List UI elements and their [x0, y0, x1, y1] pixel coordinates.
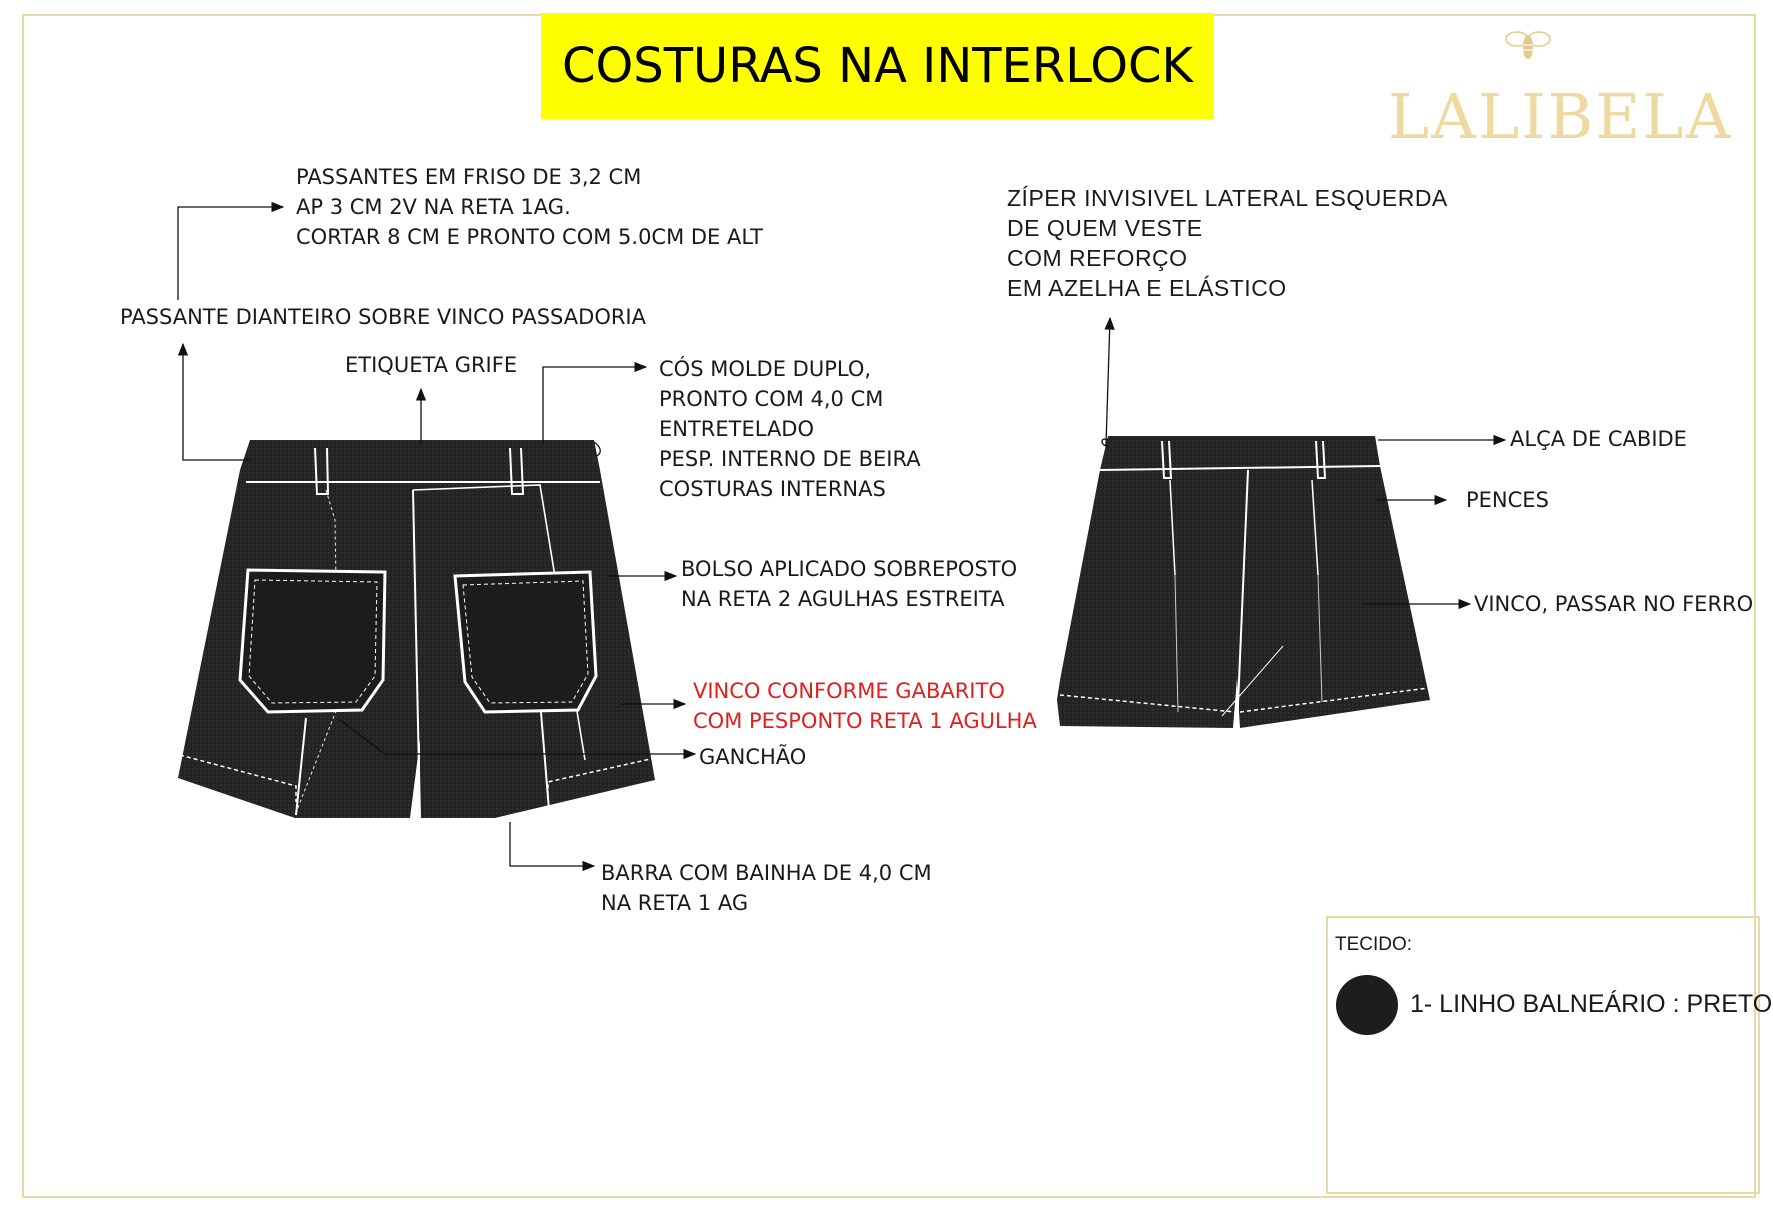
- pences-note: PENCES: [1466, 488, 1549, 512]
- ziper-line-2: DE QUEM VESTE: [1007, 215, 1203, 241]
- fabric-swatch-icon: [1336, 975, 1398, 1035]
- barra-note: [601, 858, 932, 918]
- ziper-line-4: EM AZELHA E ELÁSTICO: [1007, 275, 1287, 301]
- bolso-line-2: NA RETA 2 AGULHAS ESTREITA: [681, 587, 1005, 611]
- cos-line-1: CÓS MOLDE DUPLO,: [659, 357, 872, 381]
- cos-line-2: PRONTO COM 4,0 CM: [659, 387, 884, 411]
- front-pocket-right: [455, 572, 596, 712]
- front-pocket-left: [240, 570, 385, 712]
- ziper-note: [1007, 183, 1448, 303]
- vinco-gabarito-note: [693, 676, 1037, 736]
- vinco-red-line-2: COM PESPONTO RETA 1 AGULHA: [693, 709, 1037, 733]
- passantes-line-1: PASSANTES EM FRISO DE 3,2 CM: [296, 165, 642, 189]
- ziper-line-1: ZÍPER INVISIVEL LATERAL ESQUERDA: [1007, 185, 1448, 211]
- cos-line-5: COSTURAS INTERNAS: [659, 477, 886, 501]
- cos-line-4: PESP. INTERNO DE BEIRA: [659, 447, 921, 471]
- passantes-line-2: AP 3 CM 2V NA RETA 1AG.: [296, 195, 571, 219]
- etiqueta-note: ETIQUETA GRIFE: [345, 353, 518, 377]
- barra-line-2: NA RETA 1 AG: [601, 891, 749, 915]
- ziper-line-3: COM REFORÇO: [1007, 245, 1188, 271]
- fabric-heading: TECIDO:: [1335, 934, 1413, 955]
- ganchao-note: GANCHÃO: [699, 745, 807, 769]
- passantes-line-3: CORTAR 8 CM E PRONTO COM 5.0CM DE ALT: [296, 225, 764, 249]
- barra-line-1: BARRA COM BAINHA DE 4,0 CM: [601, 861, 932, 885]
- back-shorts: [1057, 436, 1430, 728]
- passantes-note: [296, 162, 763, 252]
- fabric-panel: [1326, 916, 1760, 1194]
- vinco-red-line-1: VINCO CONFORME GABARITO: [693, 679, 1005, 703]
- bolso-note: [681, 554, 1017, 614]
- alca-note: ALÇA DE CABIDE: [1510, 427, 1687, 451]
- page-title: COSTURAS NA INTERLOCK: [561, 38, 1194, 94]
- cos-note: [659, 354, 921, 504]
- brand-logo: LALIBELA: [1388, 80, 1733, 153]
- vinco-ferro-note: VINCO, PASSAR NO FERRO: [1474, 592, 1754, 616]
- passante-dianteiro-note: PASSANTE DIANTEIRO SOBRE VINCO PASSADORIA: [120, 305, 646, 329]
- cos-line-3: ENTRETELADO: [659, 417, 815, 441]
- bolso-line-1: BOLSO APLICADO SOBREPOSTO: [681, 557, 1018, 581]
- front-shorts: [178, 440, 655, 818]
- fabric-item: 1- LINHO BALNEÁRIO : PRETO: [1410, 990, 1773, 1018]
